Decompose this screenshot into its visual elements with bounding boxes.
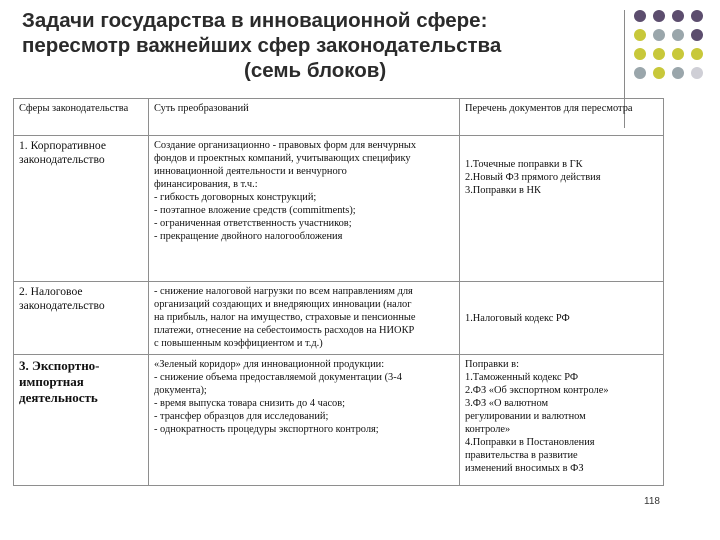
essence-line: «Зеленый коридор» для инновационной продукции: (154, 359, 385, 370)
header-cell-sphere: Сферы законодательства (14, 99, 149, 136)
document-line: Поправки в: (465, 359, 519, 370)
document-line: изменений вносимых в ФЗ (465, 463, 584, 474)
decorative-dot (653, 67, 665, 79)
row-name: 2. Налоговое законодательство (14, 282, 149, 355)
slide-title (22, 8, 602, 83)
essence-line: финансирования, в т.ч.: (154, 179, 258, 190)
essence-line: - поэтапное вложение средств (commitments); (154, 205, 356, 216)
essence-line: - однократность процедуры экспортного контроля; (154, 424, 379, 435)
row-name: 3. Экспортно-импортная деятельность (14, 355, 149, 486)
legislation-table (13, 98, 664, 486)
table-header-row (14, 99, 664, 136)
essence-line: фондов и проектных компаний, учитывающих специфику (154, 153, 411, 164)
essence-line: - гибкость договорных конструкций; (154, 192, 317, 203)
decorative-dot (653, 29, 665, 41)
essence-line: с повышенным коэффициентом и т.д.) (154, 338, 323, 349)
essence-line: - время выпуска товара снизить до 4 часов; (154, 398, 346, 409)
decorative-dot (691, 48, 703, 60)
essence-line: организаций создающих и внедряющих инновации (налог (154, 299, 412, 310)
essence-line: - трансфер образцов для исследований; (154, 411, 329, 422)
row-essence (149, 355, 460, 486)
table-row (14, 282, 664, 355)
decorative-dot (653, 10, 665, 22)
essence-line: - прекращение двойного налогообложения (154, 231, 343, 242)
document-line: 2.ФЗ «Об экспортном контроле» (465, 385, 609, 396)
header-cell-essence: Суть преобразований (149, 99, 460, 136)
title-line-3: (семь блоков) (244, 59, 387, 82)
row-name: 1. Корпоративное законодательство (14, 136, 149, 282)
decorative-dot (672, 10, 684, 22)
title-line-1: Задачи государства в инновационной сфере: (22, 9, 488, 32)
essence-line: - снижение налоговой нагрузки по всем направлениям для (154, 286, 413, 297)
essence-line: документа); (154, 385, 207, 396)
essence-line: платежи, отнесение на себестоимость расходов на НИОКР (154, 325, 415, 336)
table-row (14, 136, 664, 282)
decorative-dot (691, 10, 703, 22)
decorative-dot (634, 29, 646, 41)
table-row (14, 355, 664, 486)
document-line: 3.Поправки в НК (465, 185, 541, 196)
row-essence (149, 136, 460, 282)
decorative-dot (634, 48, 646, 60)
document-line: 1.Точечные поправки в ГК (465, 159, 583, 170)
essence-line: инновационной деятельности и венчурного (154, 166, 347, 177)
document-line: 3.ФЗ «О валютном (465, 398, 549, 409)
essence-line: - снижение объема предоставляемой документации (3-4 (154, 372, 402, 383)
page-number: 118 (644, 496, 660, 507)
essence-line: Создание организационно - правовых форм для венчурных (154, 140, 417, 151)
document-line: 4.Поправки в Постановления (465, 437, 595, 448)
row-documents (460, 355, 664, 486)
essence-line: на прибыль, налог на имущество, страховые и пенсионные (154, 312, 416, 323)
document-line: регулировании и валютном (465, 411, 586, 422)
decorative-dot (634, 10, 646, 22)
decorative-dot (634, 67, 646, 79)
decorative-dot (672, 29, 684, 41)
decorative-dot (672, 67, 684, 79)
decorative-dot (672, 48, 684, 60)
title-line-2: пересмотр важнейших сфер законодательства (22, 34, 502, 57)
document-line: контроле» (465, 424, 511, 435)
row-essence (149, 282, 460, 355)
document-line: 1.Таможенный кодекс РФ (465, 372, 579, 383)
document-line: правительства в развитие (465, 450, 578, 461)
decorative-dot (691, 29, 703, 41)
header-cell-documents: Перечень документов для пересмотра (460, 99, 664, 136)
row-documents (460, 282, 664, 355)
decorative-dot (653, 48, 665, 60)
row-documents (460, 136, 664, 282)
decorative-dot (691, 67, 703, 79)
document-line: 2.Новый ФЗ прямого действия (465, 172, 601, 183)
essence-line: - ограниченная ответственность участников; (154, 218, 352, 229)
document-line: 1.Налоговый кодекс РФ (465, 312, 570, 324)
